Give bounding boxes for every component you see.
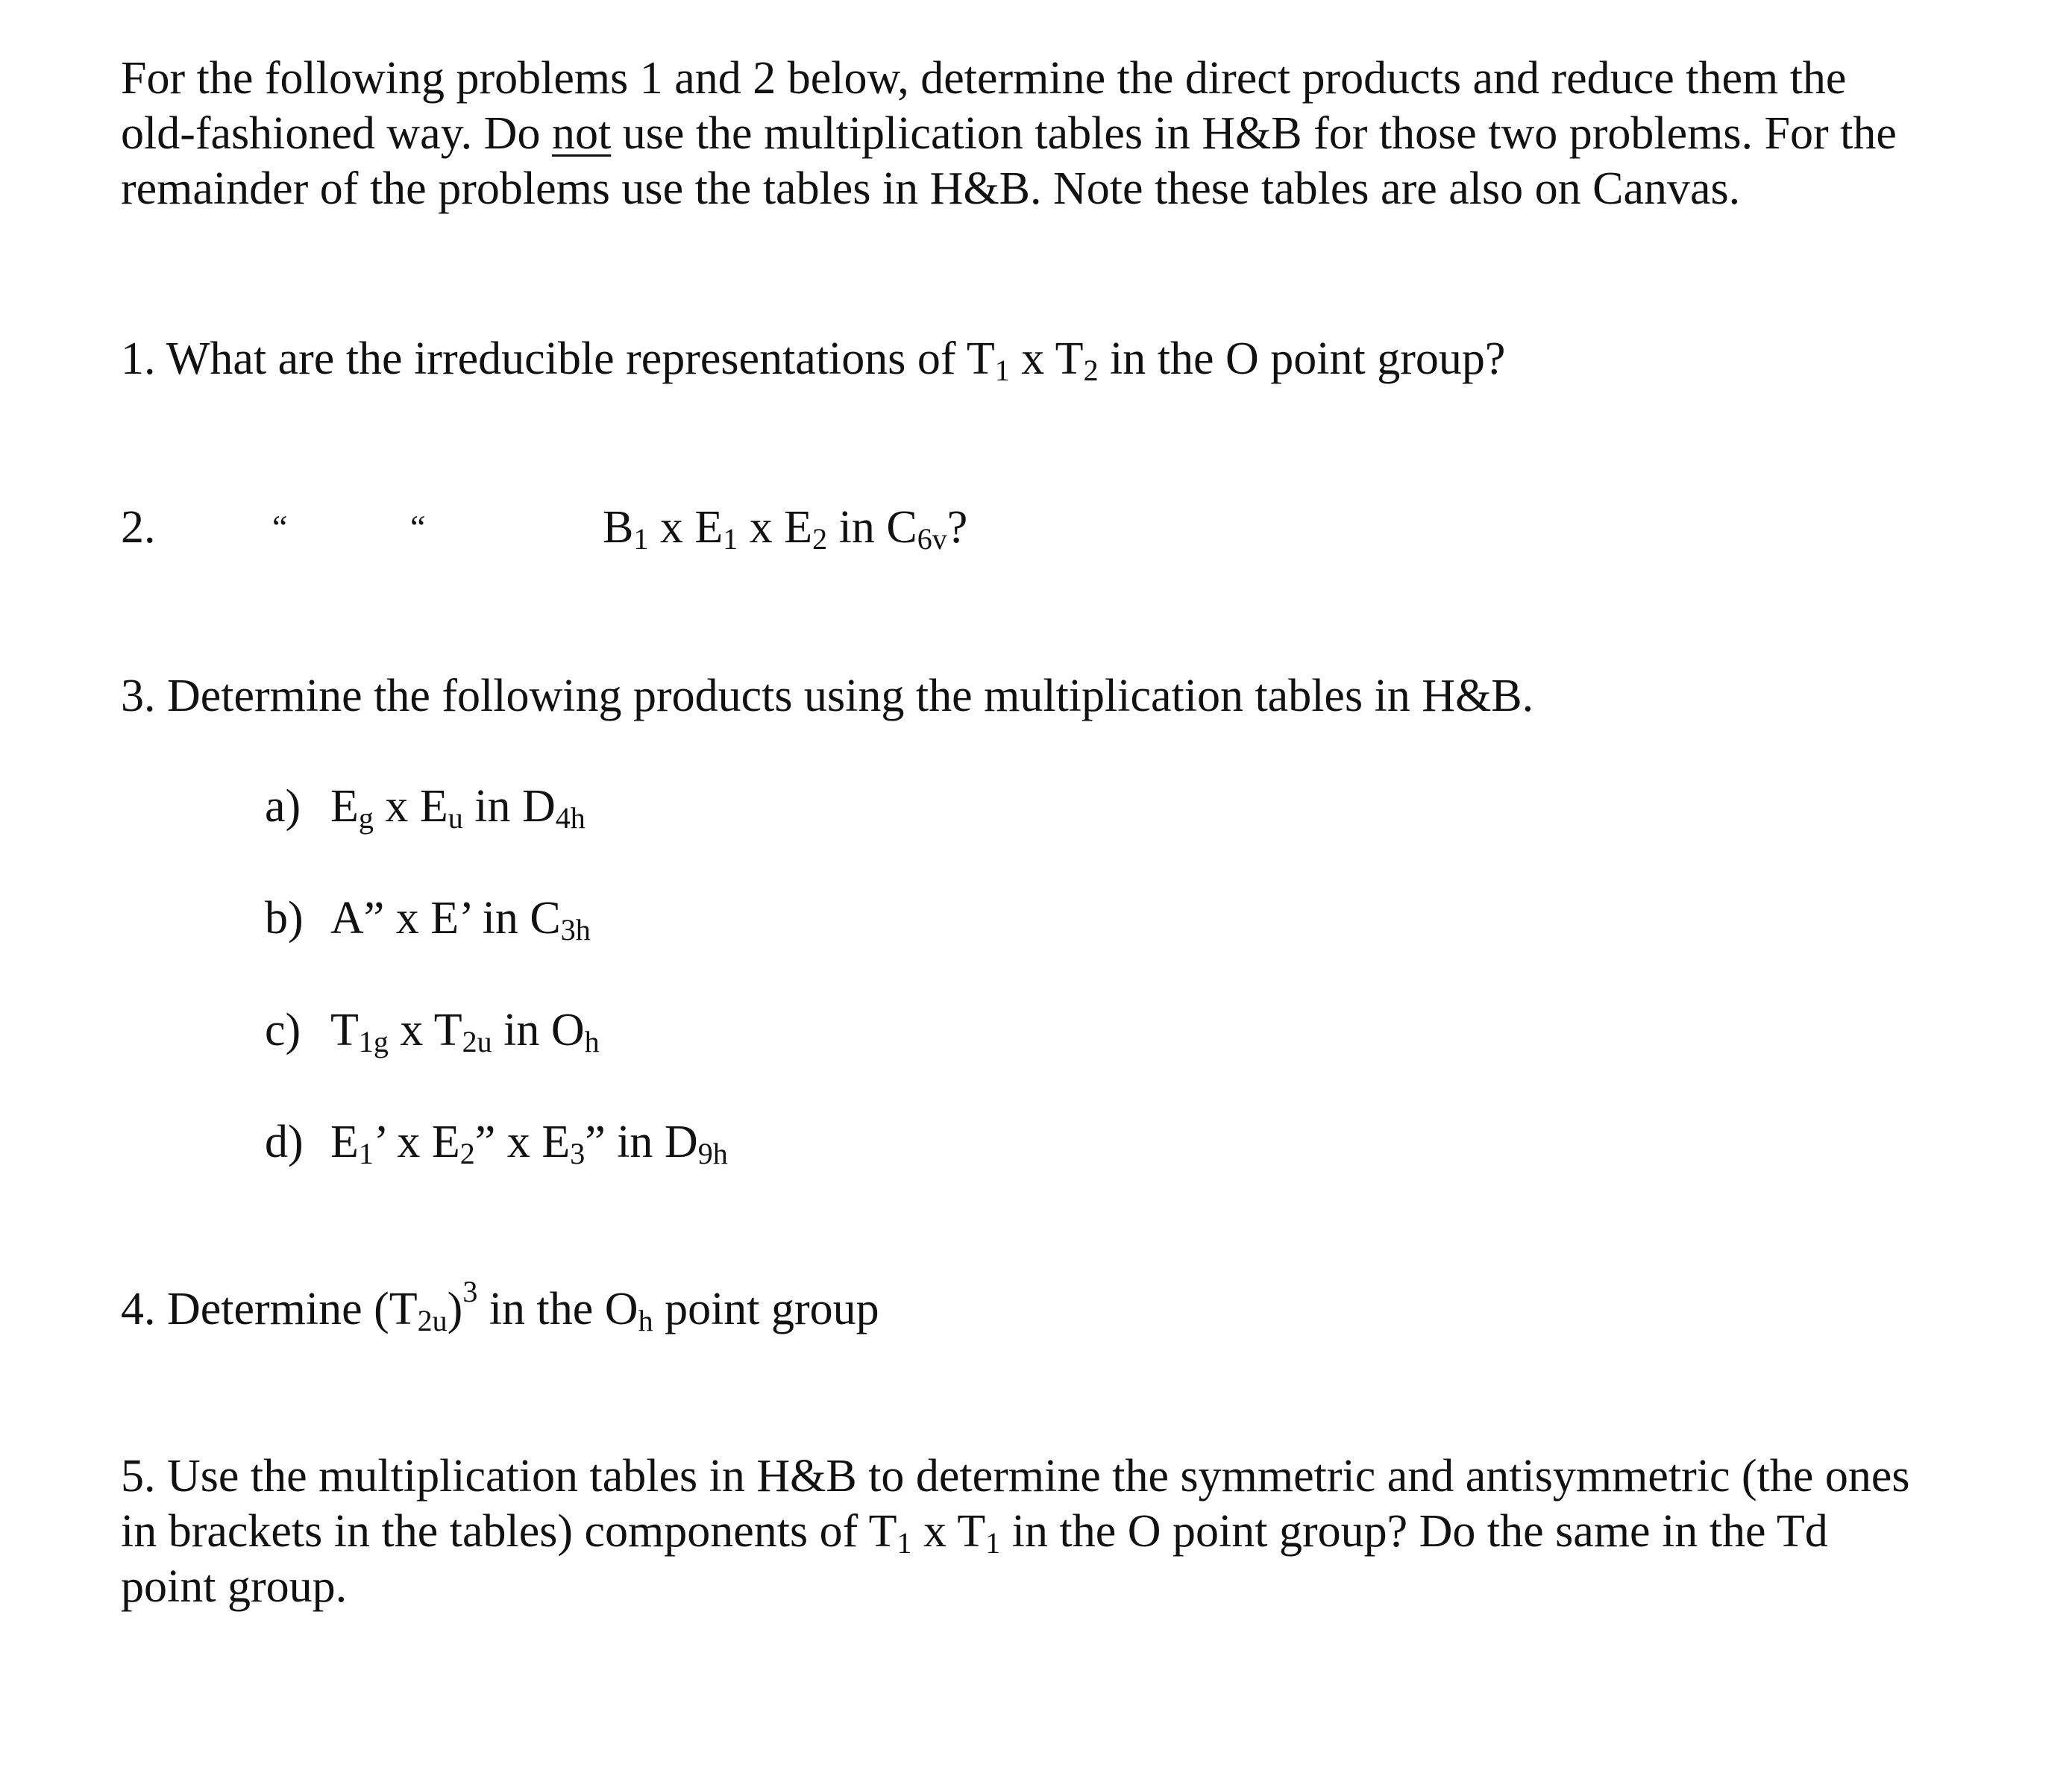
q3-c-t2: x T: [388, 1005, 462, 1055]
q3-d-s3: 3: [570, 1136, 586, 1170]
q2-b: B: [603, 502, 634, 553]
q3-d-t3: ” x E: [474, 1117, 571, 1167]
q4-sub2: h: [638, 1303, 653, 1337]
q2-ditto-1: [272, 500, 287, 555]
q2-in: in C: [827, 502, 917, 553]
q3-a-s3: 4h: [555, 800, 586, 835]
q4-pre: 4. Determine (T: [121, 1284, 418, 1334]
question-1: [121, 331, 1505, 386]
q3-d-t4: ” in D: [585, 1117, 698, 1167]
q3-d-t2: ’ x E: [373, 1117, 460, 1167]
q5-text-2b: x T: [911, 1506, 986, 1557]
q3-item-c: [265, 1003, 600, 1058]
q3-b-s1: 3h: [560, 912, 591, 947]
intro-line-3: [121, 161, 1740, 216]
q4-sup: 3: [462, 1275, 478, 1308]
q2-e1-sub: 1: [723, 521, 738, 556]
q3-a-t2: x E: [373, 781, 448, 832]
q4-close: ): [447, 1284, 463, 1334]
q3-b-label: b): [265, 893, 304, 944]
q3-item-d: [265, 1114, 728, 1170]
intro-text-2a: old-fashioned way. Do: [121, 108, 552, 159]
q3-a-s2: u: [448, 800, 463, 835]
q3-c-s1: 1g: [358, 1024, 389, 1058]
q3-b-t1: A” x E’ in C: [330, 893, 561, 944]
q5-text-2c: in the O point group? Do the same in the Td: [1000, 1506, 1828, 1557]
q2-x1: x E: [648, 502, 723, 553]
q5-text-1: 5. Use the multiplication tables in H&B to determine the symmetric and antisymmetric (the ones: [121, 1451, 1910, 1502]
q1-sub-2: 2: [1083, 353, 1099, 387]
q4-post: point group: [653, 1284, 879, 1334]
question-2-expression: [603, 500, 967, 555]
q2-e2-sub: 2: [812, 521, 828, 556]
intro-text-2b: use the multiplication tables in H&B for those two problems. For the: [611, 108, 1897, 159]
q3-a-t1: E: [330, 781, 359, 832]
q3-a-s1: g: [358, 800, 374, 835]
q1-text-mid: x T: [1009, 333, 1084, 384]
intro-line-2: [121, 106, 1897, 161]
q3-d-label: d): [265, 1117, 304, 1167]
q3-c-t3: in O: [492, 1005, 585, 1055]
q3-a-label: a): [265, 781, 301, 832]
question-5-line-3: [121, 1559, 347, 1614]
intro-text-3: remainder of the problems use the tables in H&B. Note these tables are also on Canvas.: [121, 163, 1741, 214]
q3-item-b: [265, 891, 591, 946]
q2-x2: x E: [738, 502, 813, 553]
q5-text-3: point group.: [121, 1561, 348, 1612]
q2-b-sub: 1: [633, 521, 649, 556]
q1-text-end: in the O point group?: [1098, 333, 1506, 384]
q3-c-s2: 2u: [462, 1024, 492, 1058]
q1-text: 1. What are the irreducible representations of T: [121, 333, 995, 384]
q2-ditto-2: [410, 500, 425, 555]
q1-sub-1: 1: [994, 353, 1010, 387]
ditto-mark-1: “: [272, 508, 288, 546]
q3-c-label: c): [265, 1005, 301, 1055]
q3-d-s4: 9h: [697, 1136, 728, 1170]
question-2-number: [121, 500, 156, 555]
ditto-mark-2: “: [410, 508, 426, 546]
q2-end: ?: [946, 502, 968, 553]
question-5-line-2: [121, 1504, 1828, 1559]
q2-number: 2.: [121, 502, 156, 553]
q3-a-t3: in D: [462, 781, 556, 832]
question-4: [121, 1275, 879, 1337]
intro-line-1: [121, 51, 1846, 106]
q3-d-t1: E: [330, 1117, 359, 1167]
q5-sub-2: 1: [985, 1525, 1001, 1560]
intro-text-1: For the following problems 1 and 2 below, determine the direct products and reduce them the: [121, 53, 1847, 104]
q4-sub: 2u: [417, 1303, 448, 1337]
q3-d-s2: 2: [459, 1136, 475, 1170]
q3-d-s1: 1: [358, 1136, 374, 1170]
question-5-line-1: [121, 1449, 1910, 1504]
q5-text-2a: in brackets in the tables) components of T: [121, 1506, 897, 1557]
q3-c-t1: T: [330, 1005, 359, 1055]
q3-c-s3: h: [584, 1024, 600, 1058]
q4-mid: in the O: [477, 1284, 638, 1334]
q2-group-sub: 6v: [917, 521, 947, 556]
question-3: [121, 668, 1533, 724]
q5-sub-1: 1: [897, 1525, 912, 1560]
underlined-not: not: [551, 108, 612, 159]
q3-stem: 3. Determine the following products using the multiplication tables in H&B.: [121, 671, 1534, 721]
q3-item-a: [265, 779, 586, 834]
